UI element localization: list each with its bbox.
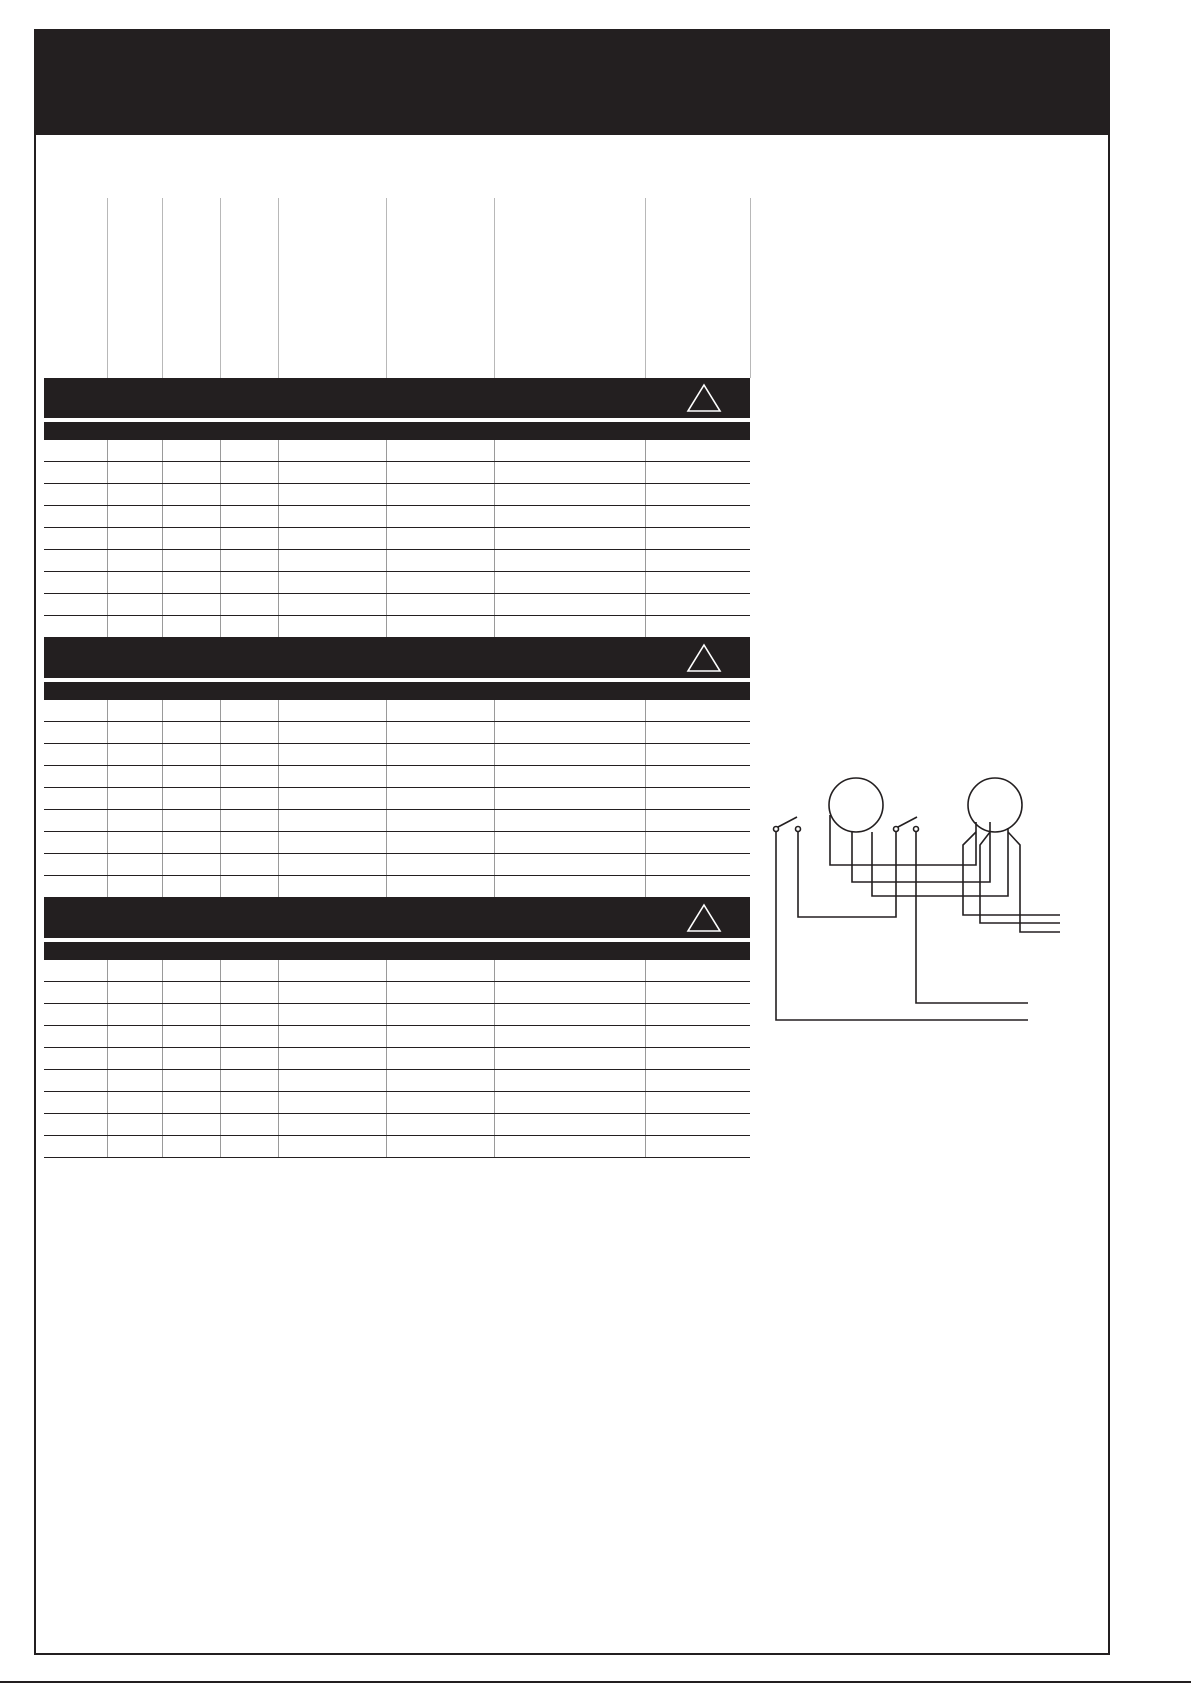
table-cell <box>107 616 162 638</box>
table-cell <box>494 854 645 876</box>
table-cell <box>494 960 645 982</box>
table-cell <box>278 528 386 550</box>
table-cell <box>220 1004 278 1026</box>
table-cell <box>386 982 494 1004</box>
table-cell <box>278 744 386 766</box>
table-cell <box>645 550 750 572</box>
warning-triangle-icon <box>686 902 722 934</box>
table-cell <box>220 700 278 722</box>
table-cell <box>386 484 494 506</box>
table-cell <box>44 1004 107 1026</box>
table-cell <box>107 854 162 876</box>
table-cell <box>44 1048 107 1070</box>
table-cell <box>645 788 750 810</box>
table-cell <box>44 1070 107 1092</box>
spec-table <box>44 198 751 1158</box>
section-banner-cell <box>44 378 750 418</box>
table-cell <box>494 528 645 550</box>
table-cell <box>220 1070 278 1092</box>
table-cell <box>220 616 278 638</box>
table-cell <box>386 528 494 550</box>
table-cell <box>162 594 220 616</box>
table-row <box>44 854 750 876</box>
table-cell <box>494 982 645 1004</box>
table-cell <box>107 1092 162 1114</box>
table-row <box>44 1092 750 1114</box>
table-cell <box>645 1136 750 1158</box>
table-row <box>44 1026 750 1048</box>
table-cell <box>107 832 162 854</box>
table-cell <box>220 1092 278 1114</box>
table-cell <box>645 440 750 462</box>
table-cell <box>107 744 162 766</box>
wiring-diagram <box>770 770 1070 1030</box>
table-row <box>44 440 750 462</box>
table-cell <box>278 766 386 788</box>
table-cell <box>278 484 386 506</box>
table-cell <box>107 876 162 898</box>
subheader-cell <box>44 942 750 960</box>
table-cell <box>44 484 107 506</box>
table-cell <box>162 1070 220 1092</box>
table-cell <box>44 982 107 1004</box>
warning-triangle-icon <box>686 382 722 414</box>
table-cell <box>220 550 278 572</box>
table-cell <box>645 744 750 766</box>
table-cell <box>220 484 278 506</box>
table-cell <box>107 550 162 572</box>
table-cell <box>278 1026 386 1048</box>
table-cell <box>220 876 278 898</box>
table-cell <box>44 506 107 528</box>
table-row <box>44 572 750 594</box>
table-row <box>44 1048 750 1070</box>
table-row <box>44 766 750 788</box>
table-cell <box>645 1048 750 1070</box>
section-banner-cell <box>44 638 750 679</box>
header-cell <box>107 198 162 378</box>
table-cell <box>494 462 645 484</box>
section-banner <box>44 638 750 679</box>
table-cell <box>162 616 220 638</box>
table-cell <box>278 788 386 810</box>
table-row <box>44 484 750 506</box>
table-cell <box>278 440 386 462</box>
table-cell <box>162 1004 220 1026</box>
table-row <box>44 1114 750 1136</box>
table-row <box>44 744 750 766</box>
table-cell <box>107 788 162 810</box>
warning-triangle-icon <box>686 642 722 674</box>
table-cell <box>278 854 386 876</box>
table-cell <box>44 700 107 722</box>
table-cell <box>386 810 494 832</box>
table-cell <box>494 484 645 506</box>
table-cell <box>162 810 220 832</box>
section-subheader <box>44 422 750 440</box>
table-cell <box>220 1136 278 1158</box>
table-cell <box>386 744 494 766</box>
table-cell <box>386 594 494 616</box>
table-cell <box>107 810 162 832</box>
table-cell <box>162 1092 220 1114</box>
header-cell <box>386 198 494 378</box>
table-cell <box>278 1114 386 1136</box>
table-cell <box>162 1136 220 1158</box>
table-cell <box>386 550 494 572</box>
table-cell <box>107 1136 162 1158</box>
header-cell <box>220 198 278 378</box>
table-cell <box>386 616 494 638</box>
table-cell <box>162 1026 220 1048</box>
table-cell <box>44 550 107 572</box>
bottom-rule <box>0 1681 1191 1683</box>
table-cell <box>645 616 750 638</box>
table-row <box>44 1136 750 1158</box>
table-cell <box>162 960 220 982</box>
table-cell <box>278 960 386 982</box>
table-cell <box>220 744 278 766</box>
table-cell <box>645 1026 750 1048</box>
table-cell <box>44 572 107 594</box>
table-cell <box>645 1070 750 1092</box>
table-cell <box>44 1114 107 1136</box>
table-row <box>44 982 750 1004</box>
table-cell <box>44 1026 107 1048</box>
table-cell <box>386 1048 494 1070</box>
table-cell <box>494 506 645 528</box>
table-cell <box>162 462 220 484</box>
table-cell <box>44 766 107 788</box>
table-row <box>44 876 750 898</box>
table-cell <box>220 506 278 528</box>
table-cell <box>645 960 750 982</box>
table-cell <box>44 594 107 616</box>
table-cell <box>494 1026 645 1048</box>
table-cell <box>44 440 107 462</box>
table-cell <box>107 1070 162 1092</box>
table-cell <box>494 832 645 854</box>
table-row <box>44 550 750 572</box>
table-cell <box>278 876 386 898</box>
table-cell <box>107 484 162 506</box>
table-cell <box>278 700 386 722</box>
subheader-cell <box>44 682 750 700</box>
table-row <box>44 832 750 854</box>
table-cell <box>44 1092 107 1114</box>
table-cell <box>107 1026 162 1048</box>
table-row <box>44 616 750 638</box>
table-cell <box>645 462 750 484</box>
table-cell <box>494 700 645 722</box>
table-cell <box>494 550 645 572</box>
table-cell <box>107 440 162 462</box>
table-cell <box>645 572 750 594</box>
table-cell <box>162 700 220 722</box>
section-banner <box>44 898 750 939</box>
table-cell <box>107 766 162 788</box>
subheader-cell <box>44 422 750 440</box>
table-cell <box>44 528 107 550</box>
table-cell <box>494 1048 645 1070</box>
table-cell <box>278 550 386 572</box>
table-cell <box>162 744 220 766</box>
header-cell <box>645 198 750 378</box>
table-cell <box>220 788 278 810</box>
table-cell <box>107 594 162 616</box>
table-cell <box>494 594 645 616</box>
table-row <box>44 506 750 528</box>
section-subheader <box>44 682 750 700</box>
table-cell <box>645 1092 750 1114</box>
table-cell <box>162 484 220 506</box>
table-cell <box>386 832 494 854</box>
table-cell <box>107 982 162 1004</box>
table-cell <box>645 484 750 506</box>
table-cell <box>386 788 494 810</box>
table-cell <box>220 462 278 484</box>
table-cell <box>278 462 386 484</box>
table-cell <box>494 1004 645 1026</box>
table-cell <box>278 1136 386 1158</box>
table-cell <box>278 1004 386 1026</box>
table-cell <box>162 722 220 744</box>
table-row <box>44 1004 750 1026</box>
table-cell <box>386 876 494 898</box>
table-cell <box>645 722 750 744</box>
table-cell <box>278 506 386 528</box>
table-cell <box>278 1070 386 1092</box>
table-cell <box>107 506 162 528</box>
header-cell <box>494 198 645 378</box>
table-header-row <box>44 198 750 378</box>
table-cell <box>107 462 162 484</box>
table-cell <box>162 766 220 788</box>
table-cell <box>44 1136 107 1158</box>
table-cell <box>278 832 386 854</box>
table-cell <box>645 876 750 898</box>
table-cell <box>386 722 494 744</box>
section-subheader <box>44 942 750 960</box>
table-cell <box>386 960 494 982</box>
table-row <box>44 788 750 810</box>
header-cell <box>278 198 386 378</box>
table-cell <box>494 1092 645 1114</box>
table-cell <box>220 572 278 594</box>
table-row <box>44 700 750 722</box>
table-cell <box>278 1092 386 1114</box>
table-cell <box>386 506 494 528</box>
section-banner <box>44 378 750 418</box>
table-cell <box>44 616 107 638</box>
table-cell <box>220 440 278 462</box>
table-cell <box>645 528 750 550</box>
section-banner-cell <box>44 898 750 939</box>
table-cell <box>107 1004 162 1026</box>
table-cell <box>386 1070 494 1092</box>
table-cell <box>386 1136 494 1158</box>
table-cell <box>220 1048 278 1070</box>
table-cell <box>494 810 645 832</box>
table-cell <box>645 506 750 528</box>
table-cell <box>645 982 750 1004</box>
table-cell <box>220 1026 278 1048</box>
table-cell <box>494 788 645 810</box>
table-cell <box>645 594 750 616</box>
table-cell <box>278 722 386 744</box>
table-cell <box>494 616 645 638</box>
table-row <box>44 722 750 744</box>
table-cell <box>386 572 494 594</box>
table-cell <box>278 1048 386 1070</box>
table-cell <box>107 960 162 982</box>
table-cell <box>220 1114 278 1136</box>
table-cell <box>386 854 494 876</box>
table-cell <box>494 440 645 462</box>
motor-1-circle <box>829 778 883 832</box>
table-cell <box>494 876 645 898</box>
table-cell <box>494 722 645 744</box>
table-cell <box>220 722 278 744</box>
table-cell <box>162 572 220 594</box>
table-cell <box>645 1114 750 1136</box>
table-cell <box>645 832 750 854</box>
table-cell <box>44 854 107 876</box>
table-cell <box>386 766 494 788</box>
table-cell <box>220 594 278 616</box>
table-cell <box>162 1114 220 1136</box>
table-cell <box>386 1026 494 1048</box>
table-cell <box>386 462 494 484</box>
table-cell <box>44 462 107 484</box>
table-row <box>44 960 750 982</box>
table-cell <box>220 832 278 854</box>
table-cell <box>278 982 386 1004</box>
table-cell <box>220 960 278 982</box>
table-cell <box>107 572 162 594</box>
table-row <box>44 528 750 550</box>
table-row <box>44 1070 750 1092</box>
table-cell <box>220 766 278 788</box>
table-cell <box>44 832 107 854</box>
table-cell <box>386 440 494 462</box>
table-cell <box>44 744 107 766</box>
table-cell <box>162 982 220 1004</box>
table-row <box>44 810 750 832</box>
table-cell <box>162 506 220 528</box>
header-cell <box>44 198 107 378</box>
table-cell <box>220 810 278 832</box>
table-cell <box>44 722 107 744</box>
table-cell <box>278 594 386 616</box>
table-cell <box>162 876 220 898</box>
table-cell <box>44 788 107 810</box>
table-cell <box>162 854 220 876</box>
header-bar <box>34 29 1110 135</box>
table-cell <box>107 528 162 550</box>
table-cell <box>107 722 162 744</box>
table-cell <box>278 616 386 638</box>
table-cell <box>162 832 220 854</box>
table-cell <box>494 572 645 594</box>
table-cell <box>107 1048 162 1070</box>
table-cell <box>107 1114 162 1136</box>
table-cell <box>386 1004 494 1026</box>
table-cell <box>645 700 750 722</box>
table-cell <box>162 550 220 572</box>
table-cell <box>220 982 278 1004</box>
table-cell <box>44 960 107 982</box>
table-cell <box>162 528 220 550</box>
table-row <box>44 594 750 616</box>
table-cell <box>44 810 107 832</box>
table-cell <box>494 744 645 766</box>
table-cell <box>386 1114 494 1136</box>
table-cell <box>278 572 386 594</box>
table-cell <box>645 810 750 832</box>
table-cell <box>220 528 278 550</box>
table-cell <box>162 440 220 462</box>
table-cell <box>44 876 107 898</box>
table-cell <box>645 766 750 788</box>
table-cell <box>494 1070 645 1092</box>
table-cell <box>220 854 278 876</box>
table-cell <box>386 1092 494 1114</box>
table-cell <box>494 1114 645 1136</box>
table-cell <box>162 788 220 810</box>
header-cell <box>162 198 220 378</box>
table-cell <box>645 1004 750 1026</box>
table-cell <box>278 810 386 832</box>
table-cell <box>162 1048 220 1070</box>
table-cell <box>107 700 162 722</box>
table-cell <box>494 766 645 788</box>
table-cell <box>645 854 750 876</box>
table-cell <box>494 1136 645 1158</box>
table-row <box>44 462 750 484</box>
table-cell <box>386 700 494 722</box>
